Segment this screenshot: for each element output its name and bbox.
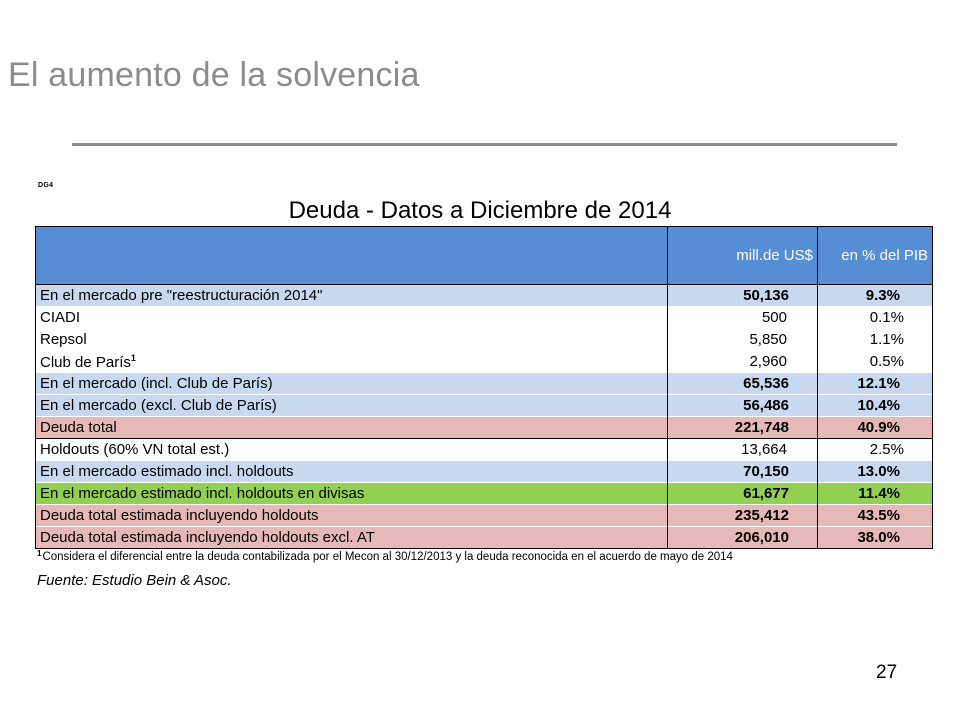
row-label bbox=[36, 395, 668, 417]
table-header-row bbox=[36, 227, 933, 285]
row-value-millions: 5,850 bbox=[668, 329, 818, 351]
table-title: Deuda - Datos a Diciembre de 2014 bbox=[288, 197, 672, 224]
page-number: 27 bbox=[876, 662, 898, 683]
row-label-text: En el mercado (incl. Club de París) bbox=[40, 375, 273, 392]
table-row bbox=[36, 483, 933, 505]
table-body bbox=[36, 285, 933, 549]
row-label-text: Deuda total bbox=[40, 419, 117, 436]
header-percent-gdp: en % del PIB bbox=[818, 227, 933, 285]
table-row bbox=[36, 505, 933, 527]
row-label bbox=[36, 285, 668, 307]
row-value-millions: 65,536 bbox=[668, 373, 818, 395]
row-label-text: En el mercado estimado incl. holdouts en divisas bbox=[40, 485, 365, 502]
row-value-percent: 9.3% bbox=[818, 285, 933, 307]
table-row bbox=[36, 417, 933, 439]
row-label-text: Club de París bbox=[40, 353, 131, 371]
row-value-millions: 221,748 bbox=[668, 417, 818, 439]
title-divider bbox=[72, 143, 897, 146]
header-label-cell bbox=[36, 227, 668, 285]
footnote-marker: 1 bbox=[37, 549, 42, 558]
row-value-millions: 206,010 bbox=[668, 527, 818, 549]
row-label bbox=[36, 527, 668, 549]
footnote-reference: 1 bbox=[130, 352, 136, 363]
source-note: Fuente: Estudio Bein & Asoc. bbox=[37, 572, 232, 589]
row-label bbox=[36, 373, 668, 395]
row-value-millions: 70,150 bbox=[668, 461, 818, 483]
header-millions-usd: mill.de US$ bbox=[668, 227, 818, 285]
row-value-millions: 235,412 bbox=[668, 505, 818, 527]
slide-title: El aumento de la solvencia bbox=[8, 56, 420, 94]
row-label-text: CIADI bbox=[40, 309, 81, 326]
table-row bbox=[36, 285, 933, 307]
table-row bbox=[36, 439, 933, 461]
row-label bbox=[36, 439, 668, 461]
row-label-text: Holdouts (60% VN total est.) bbox=[40, 441, 230, 458]
table-row bbox=[36, 527, 933, 549]
row-label bbox=[36, 307, 668, 329]
row-label-text: En el mercado (excl. Club de París) bbox=[40, 397, 277, 414]
row-label bbox=[36, 329, 668, 351]
row-label-text: Deuda total estimada incluyendo holdouts bbox=[40, 507, 319, 524]
row-value-percent: 2.5% bbox=[818, 439, 933, 461]
footnote-text: Considera el diferencial entre la deuda contabilizada por el Mecon al 30/12/2013 y la deuda reconocida en el acuerdo de mayo de 2014 bbox=[42, 551, 733, 563]
table-row bbox=[36, 395, 933, 417]
row-value-percent: 0.1% bbox=[818, 307, 933, 329]
row-value-percent: 13.0% bbox=[818, 461, 933, 483]
debt-table-container bbox=[35, 226, 932, 549]
row-value-millions: 13,664 bbox=[668, 439, 818, 461]
row-value-percent: 38.0% bbox=[818, 527, 933, 549]
row-value-percent: 11.4% bbox=[818, 483, 933, 505]
footnote bbox=[37, 549, 733, 563]
row-label-text: Deuda total estimada incluyendo holdouts excl. AT bbox=[40, 529, 375, 546]
row-label bbox=[36, 461, 668, 483]
debt-table bbox=[35, 226, 933, 549]
row-value-percent: 43.5% bbox=[818, 505, 933, 527]
row-value-millions: 2,960 bbox=[668, 351, 818, 373]
row-value-percent: 10.4% bbox=[818, 395, 933, 417]
row-value-millions: 56,486 bbox=[668, 395, 818, 417]
row-label bbox=[36, 483, 668, 505]
row-label-text: En el mercado estimado incl. holdouts bbox=[40, 463, 294, 480]
row-label-text: En el mercado pre "reestructuración 2014" bbox=[40, 287, 323, 304]
row-value-millions: 500 bbox=[668, 307, 818, 329]
row-value-percent: 0.5% bbox=[818, 351, 933, 373]
table-row bbox=[36, 329, 933, 351]
row-value-millions: 50,136 bbox=[668, 285, 818, 307]
row-value-percent: 12.1% bbox=[818, 373, 933, 395]
row-value-percent: 40.9% bbox=[818, 417, 933, 439]
row-label bbox=[36, 505, 668, 527]
row-label bbox=[36, 351, 668, 373]
row-label-text: Repsol bbox=[40, 331, 87, 348]
table-row bbox=[36, 373, 933, 395]
row-value-percent: 1.1% bbox=[818, 329, 933, 351]
sheet-tag: DG4 bbox=[38, 182, 54, 189]
row-value-millions: 61,677 bbox=[668, 483, 818, 505]
table-row bbox=[36, 351, 933, 373]
row-label bbox=[36, 417, 668, 439]
table-row bbox=[36, 461, 933, 483]
table-row bbox=[36, 307, 933, 329]
